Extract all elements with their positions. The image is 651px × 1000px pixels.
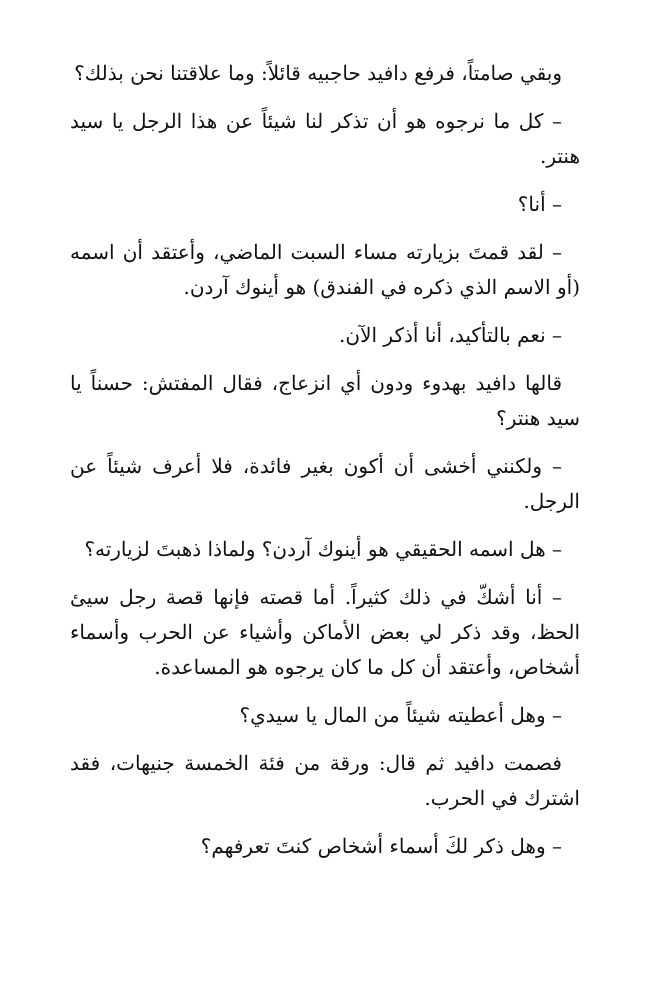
paragraph: – لقد قمتَ بزيارته مساء السبت الماضي، وأعتقد أن اسمه (أو الاسم الذي ذكره في الفندق) هو أينوك آردن. [70, 240, 580, 299]
paragraph: – كل ما نرجوه هو أن تذكر لنا شيئاً عن هذا الرجل يا سيد هنتر. [70, 109, 580, 168]
paragraph: – ولكنني أخشى أن أكون بغير فائدة، فلا أعرف شيئاً عن الرجل. [70, 454, 580, 513]
paragraph: – وهل ذكر لكَ أسماء أشخاص كنتَ تعرفهم؟ [200, 834, 562, 858]
paragraph: قالها دافيد بهدوء ودون أي انزعاج، فقال المفتش: حسناً يا سيد هنتر؟ [70, 371, 580, 430]
paragraph: – هل اسمه الحقيقي هو أينوك آردن؟ ولماذا ذهبتَ لزيارته؟ [84, 537, 562, 561]
paragraph: وبقي صامتاً، فرفع دافيد حاجبيه قائلاً: وما علاقتنا نحن بذلك؟ [74, 61, 562, 85]
paragraph: – وهل أعطيته شيئاً من المال يا سيدي؟ [239, 703, 562, 727]
book-page [70, 56, 580, 877]
paragraph: فصمت دافيد ثم قال: ورقة من فئة الخمسة جنيهات، فقد اشترك في الحرب. [70, 751, 580, 810]
paragraph: – أنا أشكّ في ذلك كثيراً. أما قصته فإنها قصة رجل سيئ الحظ، وقد ذكر لي بعض الأماكن وأشياء عن الحرب وأسماء أشخاص، وأعتقد أن كل ما كان يرجوه هو المساعدة. [70, 585, 580, 679]
paragraph: – نعم بالتأكيد، أنا أذكر الآن. [339, 323, 562, 347]
paragraph: – أنا؟ [517, 192, 562, 216]
